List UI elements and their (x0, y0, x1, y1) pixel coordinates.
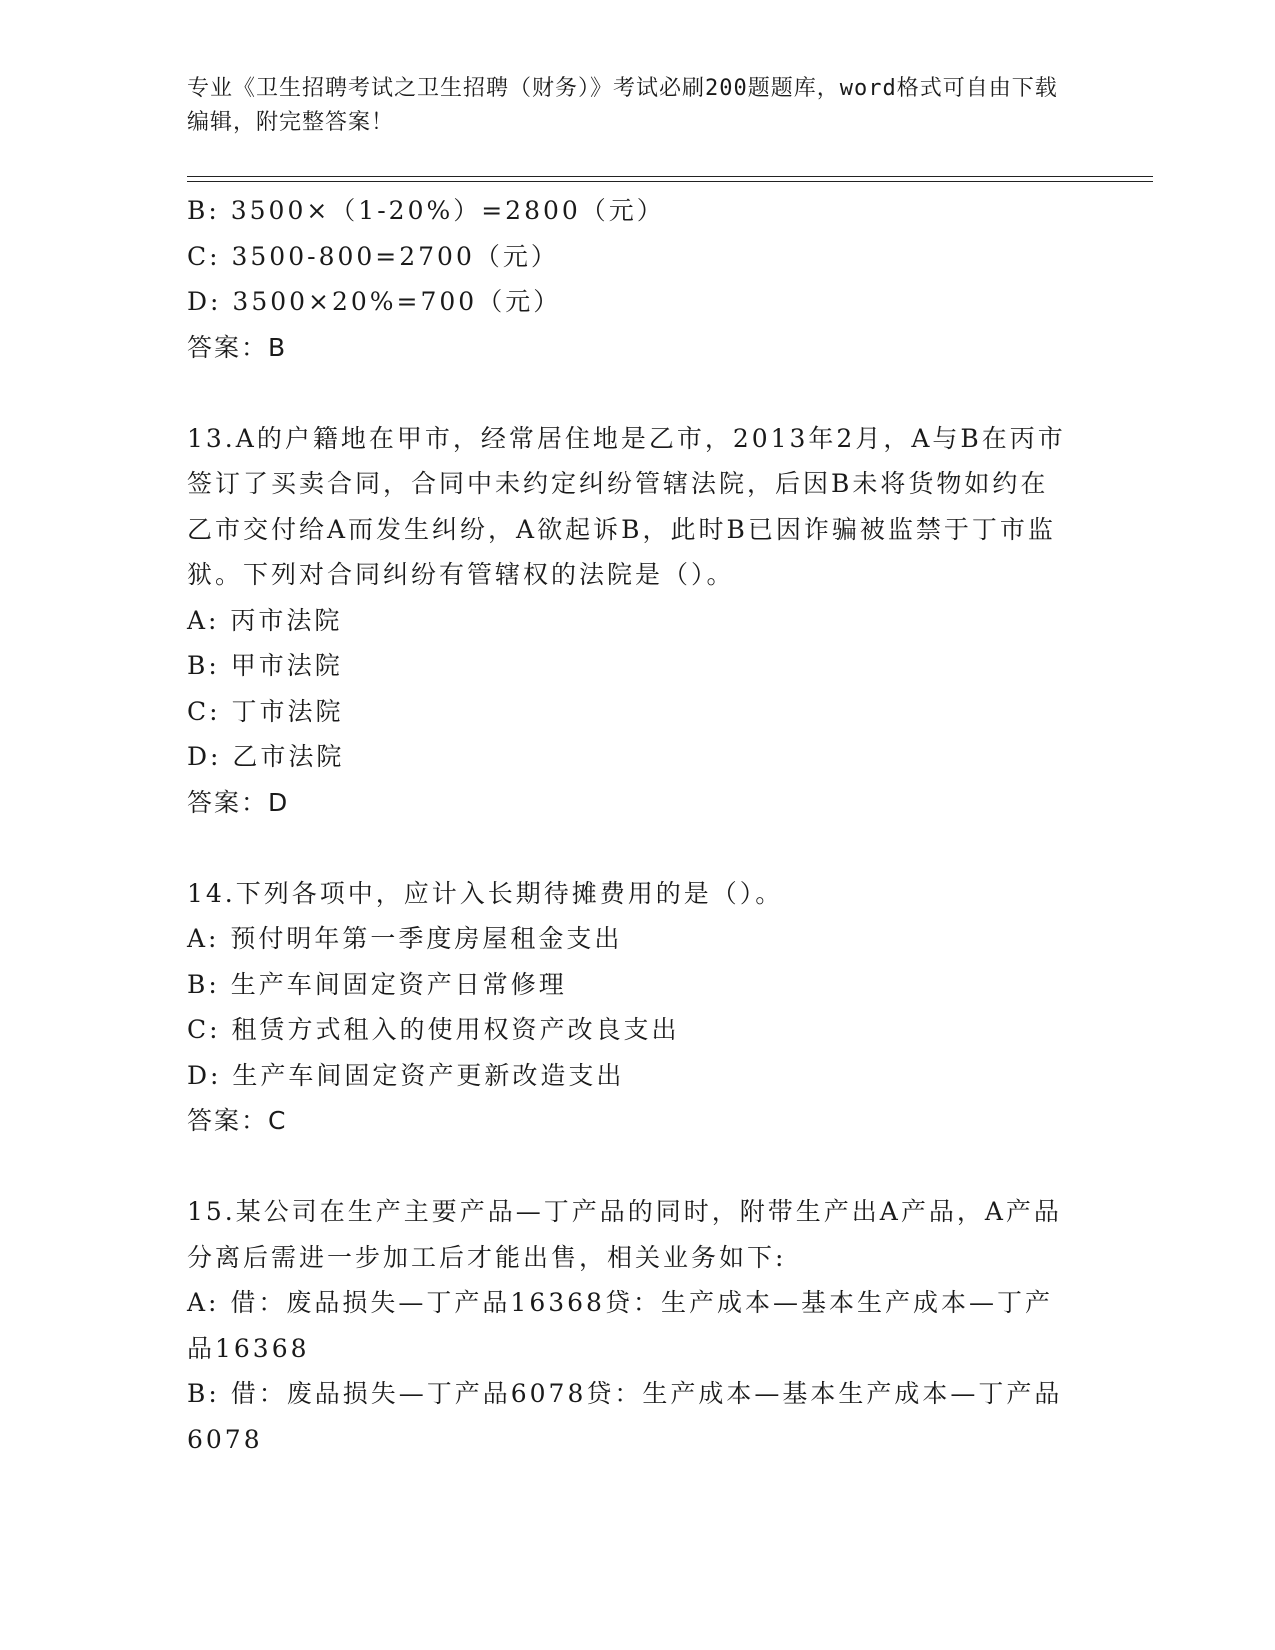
q14-option-a: A: 预付明年第一季度房屋租金支出 (187, 924, 623, 953)
q14-stem: 14.下列各项中，应计入长期待摊费用的是（）。 (187, 878, 784, 908)
q15-option-b: B: 借：废品损失—丁产品6078贷：生产成本—基本生产成本—丁产品6078 (187, 1379, 1063, 1454)
header-rule-top (187, 176, 1153, 177)
q12-option-c: C: 3500-800=2700（元） (187, 241, 559, 271)
q15-stem: 15.某公司在生产主要产品—丁产品的同时，附带生产出A产品，A产品分离后需进一步加工后才能出售，相关业务如下: (187, 1197, 1062, 1272)
q13-option-b: B: 甲市法院 (187, 651, 343, 680)
document-header: 专业《卫生招聘考试之卫生招聘（财务）》考试必刷200题题库，word格式可自由下载编辑，附完整答案！ (187, 76, 1058, 135)
q13-option-a: A: 丙市法院 (187, 605, 343, 635)
q13-answer: 答案：D (187, 787, 290, 817)
q13-option-c: C: 丁市法院 (187, 696, 344, 726)
q12-answer: 答案：B (187, 332, 288, 362)
q14-option-c: C: 租赁方式租入的使用权资产改良支出 (187, 1015, 680, 1044)
question-content (187, 188, 1067, 1462)
header-rule-bottom (187, 181, 1153, 182)
q15-option-a: A: 借：废品损失—丁产品16368贷：生产成本—基本生产成本—丁产品16368 (187, 1288, 1053, 1363)
q14-answer: 答案：C (187, 1106, 288, 1135)
q12-option-d: D: 3500×20%=700（元） (187, 287, 562, 316)
q14-option-b: B: 生产车间固定资产日常修理 (187, 969, 567, 999)
q12-option-b: B: 3500×（1-20%）=2800（元） (187, 196, 665, 225)
q14-option-d: D: 生产车间固定资产更新改造支出 (187, 1060, 625, 1090)
q13-option-d: D: 乙市法院 (187, 742, 345, 771)
q13-stem: 13.A的户籍地在甲市，经常居住地是乙市，2013年2月，A与B在丙市签订了买卖合同，合同中未约定纠纷管辖法院，后因B未将货物如约在乙市交付给A而发生纠纷，A欲起诉B，此时B已因诈骗被监禁于丁市监狱。下列对合同纠纷有管辖权的法院是（）。 (187, 423, 1066, 589)
